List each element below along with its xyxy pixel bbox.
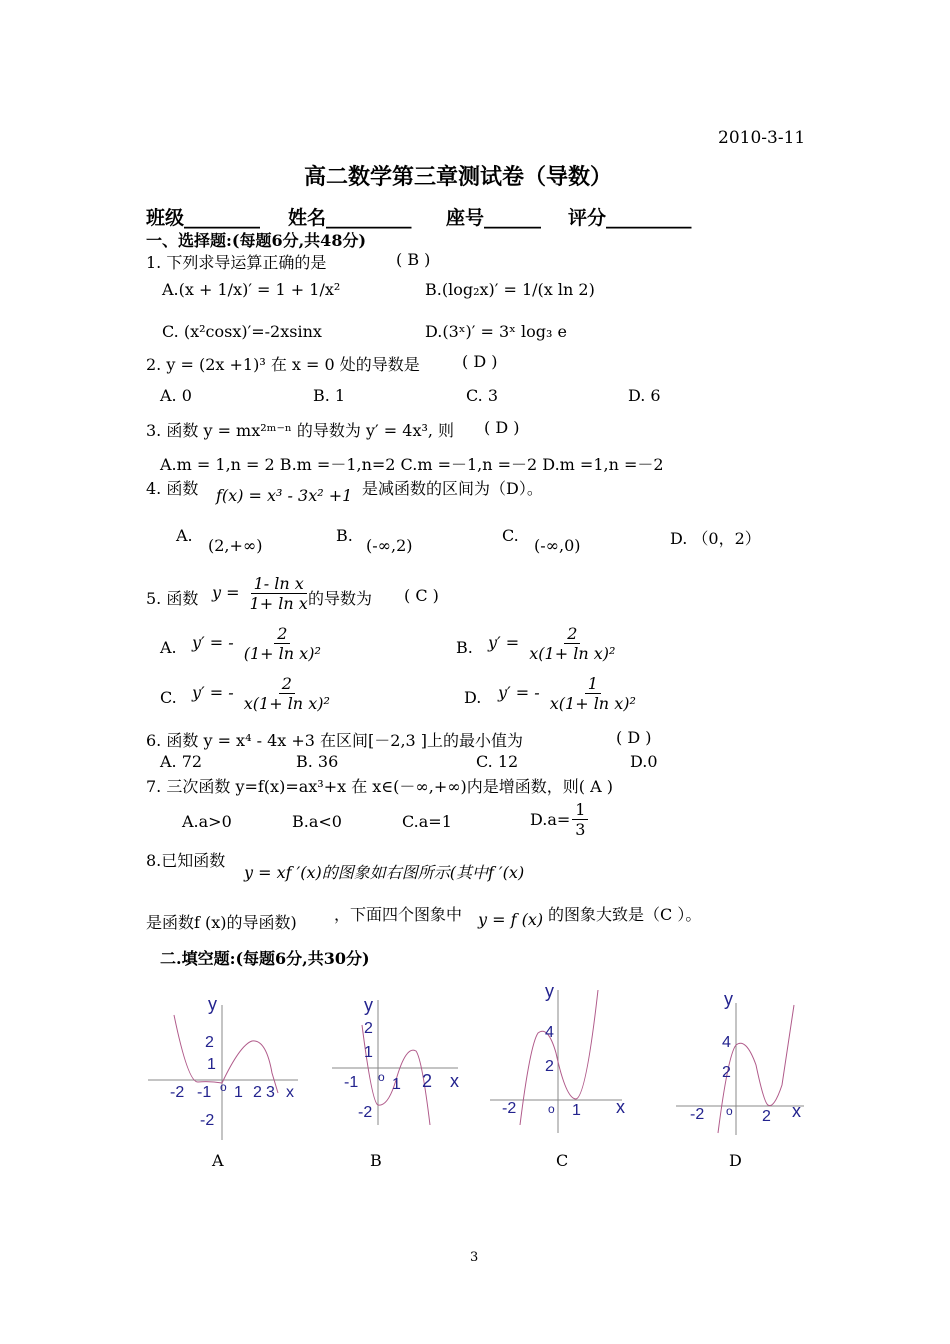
q8-line2-a: 是函数f (x)的导函数) [146,913,297,932]
q5-function: y = $\frac{\text{1- ln x}}{\text{1+ ln x}}$ [212,574,313,613]
svg-text:x: x [616,1097,625,1117]
date: 2010-3-11 [718,128,806,148]
q1-answer: ( B ) [396,250,431,269]
svg-text:o: o [220,1080,227,1094]
q1-option-c: C. (x²cosx)′=-2xsinx [162,322,322,341]
q6-option-c: C. 12 [476,752,519,771]
svg-text:4: 4 [545,1024,554,1041]
svg-text:-2: -2 [200,1112,215,1129]
q3-options: A.m = 1,n = 2 B.m =－1,n=2 C.m =－1,n =－2 D.m =1,n =－2 [160,455,664,474]
q3-answer: ( D ) [484,418,520,437]
q2-stem: 2. y = (2x +1)³ 在 x = 0 处的导数是 [146,355,420,374]
q5-option-a-label: A. [160,638,177,657]
q7-stem: 7. 三次函数 y=f(x)=ax³+x 在 x∈(－∞,+∞)内是增函数，则( A ) [146,777,614,796]
q1-option-d: D.(3ˣ)′ = 3ˣ log₃ e [425,322,568,341]
graph-b [332,995,459,1125]
svg-text:-2: -2 [502,1100,517,1117]
q1-option-b: B.(log₂x)′ = 1/(x ln 2) [425,280,595,299]
graph-d [676,989,804,1135]
q4-stem: 4. 函数 [146,479,199,498]
q8-line1-a: 8.已知函数 [146,851,226,870]
info-class: 班级________ [146,207,261,229]
svg-text:1: 1 [364,1044,373,1061]
svg-text:4: 4 [722,1034,731,1051]
q4-option-c: (-∞,0) [534,536,581,555]
svg-text:2: 2 [422,1071,433,1091]
graph-a-caption: A [212,1151,224,1170]
q6-option-a: A. 72 [160,752,203,771]
q4-option-a: (2,+∞) [208,536,263,555]
graph-b-caption: B [370,1151,382,1170]
q5-option-c-label: C. [160,688,177,707]
info-score: 评分_________ [568,207,692,229]
svg-text:-1: -1 [197,1084,212,1101]
info-seat: 座号______ [446,207,542,229]
q6-option-b: B. 36 [296,752,339,771]
q5-option-d: y′ = - $\frac{1}{\text{x(1+ ln x)²}}$ [498,674,636,714]
graph-c-caption: C [556,1151,569,1170]
graph-d-caption: D [729,1151,742,1170]
svg-text:x: x [286,1084,294,1101]
q7-option-d: D.a= $\frac{1}{3}$ [530,800,590,839]
q5-fraction: $\frac{\text{1- ln x}}{\text{1+ ln x}}$ [249,574,308,614]
q4-rest: 是减函数的区间为（D）。 [362,479,543,498]
svg-text:-2: -2 [690,1106,705,1123]
svg-text:y: y [724,989,733,1009]
q5-option-b-label: B. [456,638,473,657]
svg-text:-2: -2 [358,1104,373,1121]
svg-text:2: 2 [722,1064,731,1081]
svg-text:y: y [208,994,217,1014]
q7-option-b: B.a<0 [292,812,342,831]
graphs-figure [140,985,820,1185]
q6-option-d: D.0 [630,752,658,771]
q5-answer: ( C ) [404,586,439,605]
q7-option-a: A.a>0 [182,812,232,831]
q4-option-d: D. （0，2） [670,529,761,548]
info-name: 姓名_________ [288,207,412,229]
q5-option-c: y′ = - $\frac{2}{\text{x(1+ ln x)²}}$ [192,674,330,714]
section-2-heading: 二.填空题:(每题6分,共30分) [160,949,370,968]
svg-text:2: 2 [364,1020,373,1037]
q4-option-b-label: B. [336,526,353,545]
q8-line2-b: ，下面四个图象中 [334,905,463,924]
graph-c [490,985,625,1133]
svg-text:1: 1 [572,1102,581,1119]
svg-text:-1: -1 [344,1074,359,1091]
q6-answer: ( D ) [616,728,652,747]
svg-text:o: o [548,1102,555,1116]
q8-line2-c: y = f (x) [478,910,544,929]
svg-text:2: 2 [205,1034,214,1051]
page-number: 3 [470,1250,479,1265]
svg-text:1: 1 [392,1076,401,1093]
svg-text:x: x [792,1101,801,1121]
svg-text:2: 2 [545,1058,554,1075]
q5-stem: 5. 函数 [146,589,199,608]
svg-text:2: 2 [253,1084,262,1101]
svg-text:y: y [545,985,554,1001]
q2-option-c: C. 3 [466,386,499,405]
q8-line2-d: 的图象大致是（C ）。 [548,905,702,924]
section-1-heading: 一、选择题:(每题6分,共48分) [146,231,367,250]
svg-text:2: 2 [762,1108,771,1125]
q2-option-d: D. 6 [628,386,661,405]
q4-option-c-label: C. [502,526,519,545]
q5-rest: 的导数为 [308,589,373,608]
q1-stem: 1. 下列求导运算正确的是 [146,253,327,272]
svg-text:3: 3 [266,1084,275,1101]
q1-option-a: A.(x + 1/x)′ = 1 + 1/x² [162,280,341,299]
q2-option-a: A. 0 [160,386,192,405]
q8-line1-b: y = xf ′(x)的图象如右图所示(其中f ′(x) [244,863,525,882]
q5-option-a: y′ = - $\frac{2}{\text{(1+ ln x)²}}$ [192,624,321,664]
q4-option-a-label: A. [176,526,193,545]
svg-text:-2: -2 [170,1084,185,1101]
svg-text:o: o [378,1070,385,1084]
q4-option-b: (-∞,2) [366,536,413,555]
svg-text:1: 1 [234,1084,243,1101]
svg-text:x: x [450,1071,459,1091]
q5-option-b: y′ = $\frac{2}{\text{x(1+ ln x)²}}$ [488,624,616,664]
page-title: 高二数学第三章测试卷（导数） [304,164,613,190]
q2-option-b: B. 1 [313,386,346,405]
q3-stem: 3. 函数 y = mx²ᵐ⁻ⁿ 的导数为 y′ = 4x³, 则 [146,421,455,440]
q4-expression: f(x) = x³ - 3x² +1 [216,486,353,505]
graph-a [148,994,298,1140]
q2-answer: ( D ) [462,352,498,371]
q6-stem: 6. 函数 y = x⁴ - 4x +3 在区间[－2,3 ]上的最小值为 [146,731,524,750]
svg-text:o: o [726,1104,733,1118]
q7-option-c: C.a=1 [402,812,452,831]
svg-text:y: y [364,995,373,1015]
q5-option-d-label: D. [464,688,482,707]
svg-text:1: 1 [207,1056,216,1073]
